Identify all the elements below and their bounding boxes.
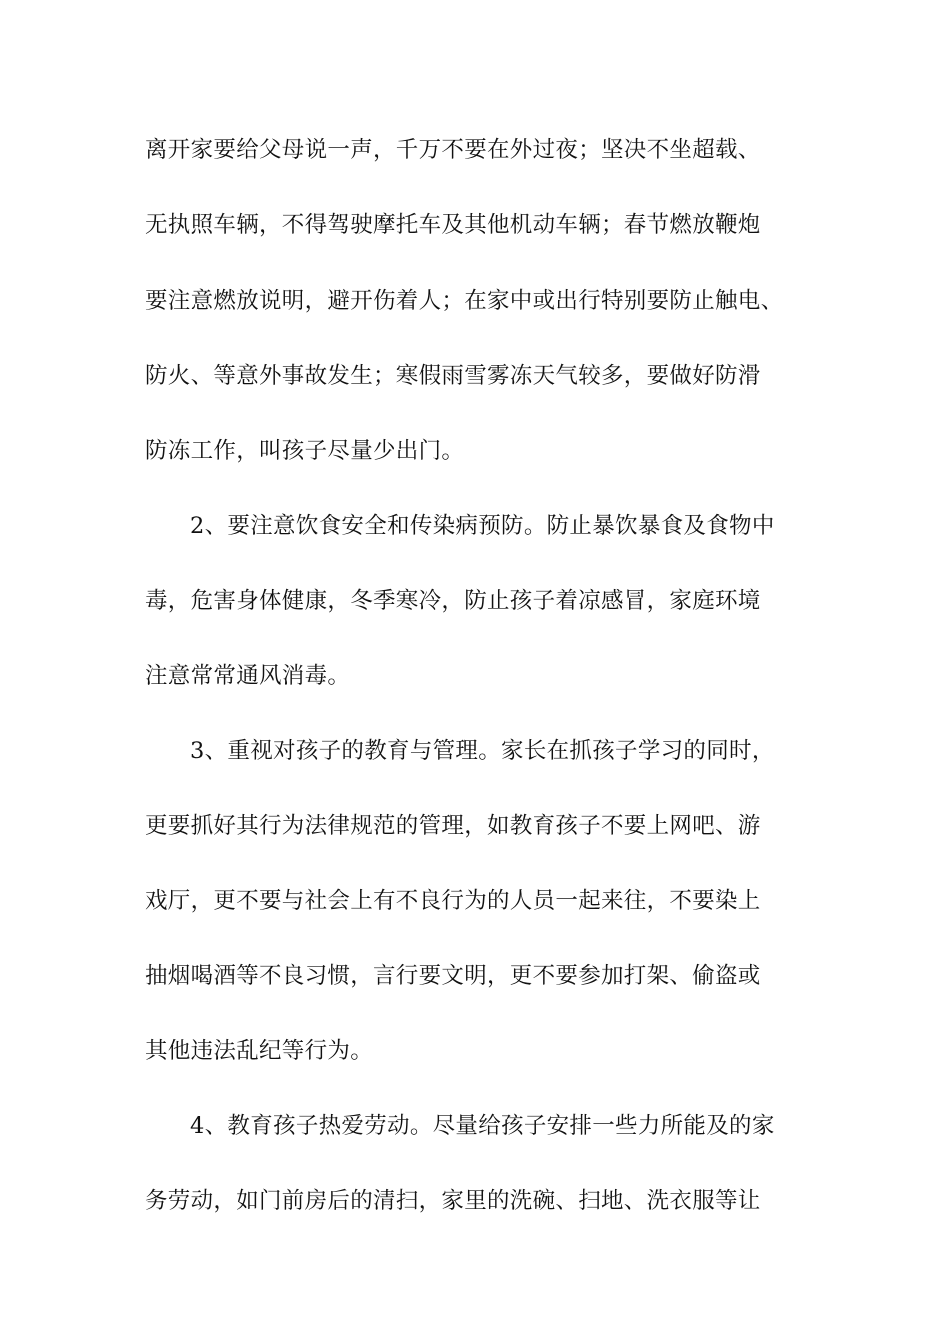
paragraph-start-line: 4、教育孩子热爱劳动。尽量给孩子安排一些力所能及的家 xyxy=(190,1113,775,1139)
text-line: 要注意燃放说明，避开伤着人；在家中或出行特别要防止触电、 xyxy=(145,288,784,314)
text-line: 更要抓好其行为法律规范的管理，如教育孩子不要上网吧、游 xyxy=(145,813,761,839)
text-line: 毒，危害身体健康，冬季寒冷，防止孩子着凉感冒，家庭环境 xyxy=(145,588,761,614)
text-line: 防冻工作，叫孩子尽量少出门。 xyxy=(145,438,465,464)
text-line: 务劳动，如门前房后的清扫，家里的洗碗、扫地、洗衣服等让 xyxy=(145,1188,761,1214)
text-line: 其他违法乱纪等行为。 xyxy=(145,1038,374,1064)
paragraph-start-line: 2、要注意饮食安全和传染病预防。防止暴饮暴食及食物中 xyxy=(190,513,775,539)
text-line: 离开家要给父母说一声，千万不要在外过夜；坚决不坐超载、 xyxy=(145,137,761,163)
text-line: 无执照车辆，不得驾驶摩托车及其他机动车辆；春节燃放鞭炮 xyxy=(145,212,761,238)
text-line: 戏厅，更不要与社会上有不良行为的人员一起来往，不要染上 xyxy=(145,888,761,914)
text-line: 注意常常通风消毒。 xyxy=(145,663,351,689)
paragraph-start-line: 3、重视对孩子的教育与管理。家长在抓孩子学习的同时， xyxy=(190,738,775,764)
text-line: 防火、等意外事故发生；寒假雨雪雾冻天气较多，要做好防滑 xyxy=(145,363,761,389)
text-line: 抽烟喝酒等不良习惯，言行要文明，更不要参加打架、偷盗或 xyxy=(145,963,761,989)
